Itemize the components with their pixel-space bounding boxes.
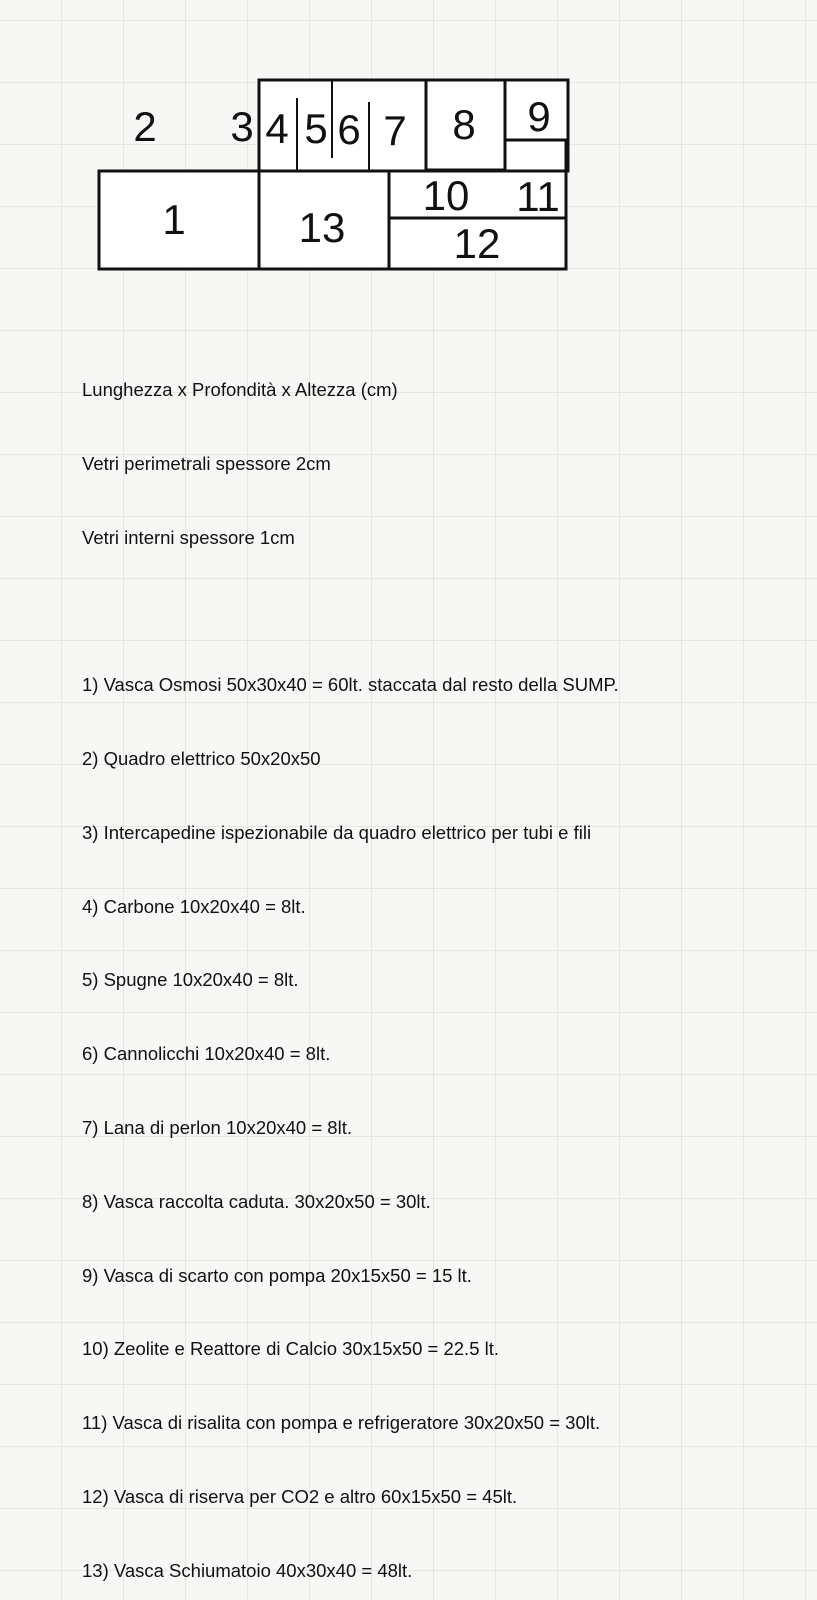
list-item: 4) Carbone 10x20x40 = 8lt. bbox=[82, 895, 306, 917]
legend-notes bbox=[82, 329, 619, 1600]
label-12: 12 bbox=[453, 220, 501, 267]
label-1: 1 bbox=[162, 196, 186, 243]
label-3: 3 bbox=[230, 103, 254, 150]
list-item: 13) Vasca Schiumatoio 40x30x40 = 48lt. bbox=[82, 1559, 413, 1581]
list-item: 11) Vasca di risalita con pompa e refrigeratore 30x20x50 = 30lt. bbox=[82, 1412, 601, 1434]
list-item: 6) Cannolicchi 10x20x40 = 8lt. bbox=[82, 1043, 331, 1065]
list-item: 1) Vasca Osmosi 50x30x40 = 60lt. staccata dal resto della SUMP. bbox=[82, 674, 619, 696]
list-item: 8) Vasca raccolta caduta. 30x20x50 = 30lt. bbox=[82, 1190, 431, 1212]
label-9: 9 bbox=[527, 93, 551, 140]
label-10: 10 bbox=[422, 172, 470, 219]
sump-layout-diagram bbox=[0, 0, 817, 300]
note-header-dimensions: Lunghezza x Profondità x Altezza (cm) bbox=[82, 379, 398, 401]
note-header-internal-glass: Vetri interni spessore 1cm bbox=[82, 526, 295, 548]
label-13: 13 bbox=[298, 204, 346, 251]
list-item: 7) Lana di perlon 10x20x40 = 8lt. bbox=[82, 1117, 352, 1138]
label-5: 5 bbox=[304, 105, 328, 152]
label-2: 2 bbox=[133, 103, 157, 150]
list-item: 2) Quadro elettrico 50x20x50 bbox=[82, 748, 321, 770]
label-8: 8 bbox=[452, 101, 476, 148]
list-item: 5) Spugne 10x20x40 = 8lt. bbox=[82, 969, 299, 991]
label-7: 7 bbox=[383, 107, 407, 154]
label-11: 11 bbox=[516, 173, 560, 220]
spacer bbox=[82, 600, 619, 625]
list-item: 3) Intercapedine ispezionabile da quadro elettrico per tubi e fili bbox=[82, 821, 592, 843]
label-6: 6 bbox=[337, 106, 361, 153]
label-4: 4 bbox=[265, 105, 289, 152]
list-item: 12) Vasca di riserva per CO2 e altro 60x15x50 = 45lt. bbox=[82, 1485, 518, 1507]
list-item: 10) Zeolite e Reattore di Calcio 30x15x50 = 22.5 lt. bbox=[82, 1338, 500, 1360]
list-item: 9) Vasca di scarto con pompa 20x15x50 = 15 lt. bbox=[82, 1264, 472, 1286]
note-header-perimeter-glass: Vetri perimetrali spessore 2cm bbox=[82, 452, 331, 474]
